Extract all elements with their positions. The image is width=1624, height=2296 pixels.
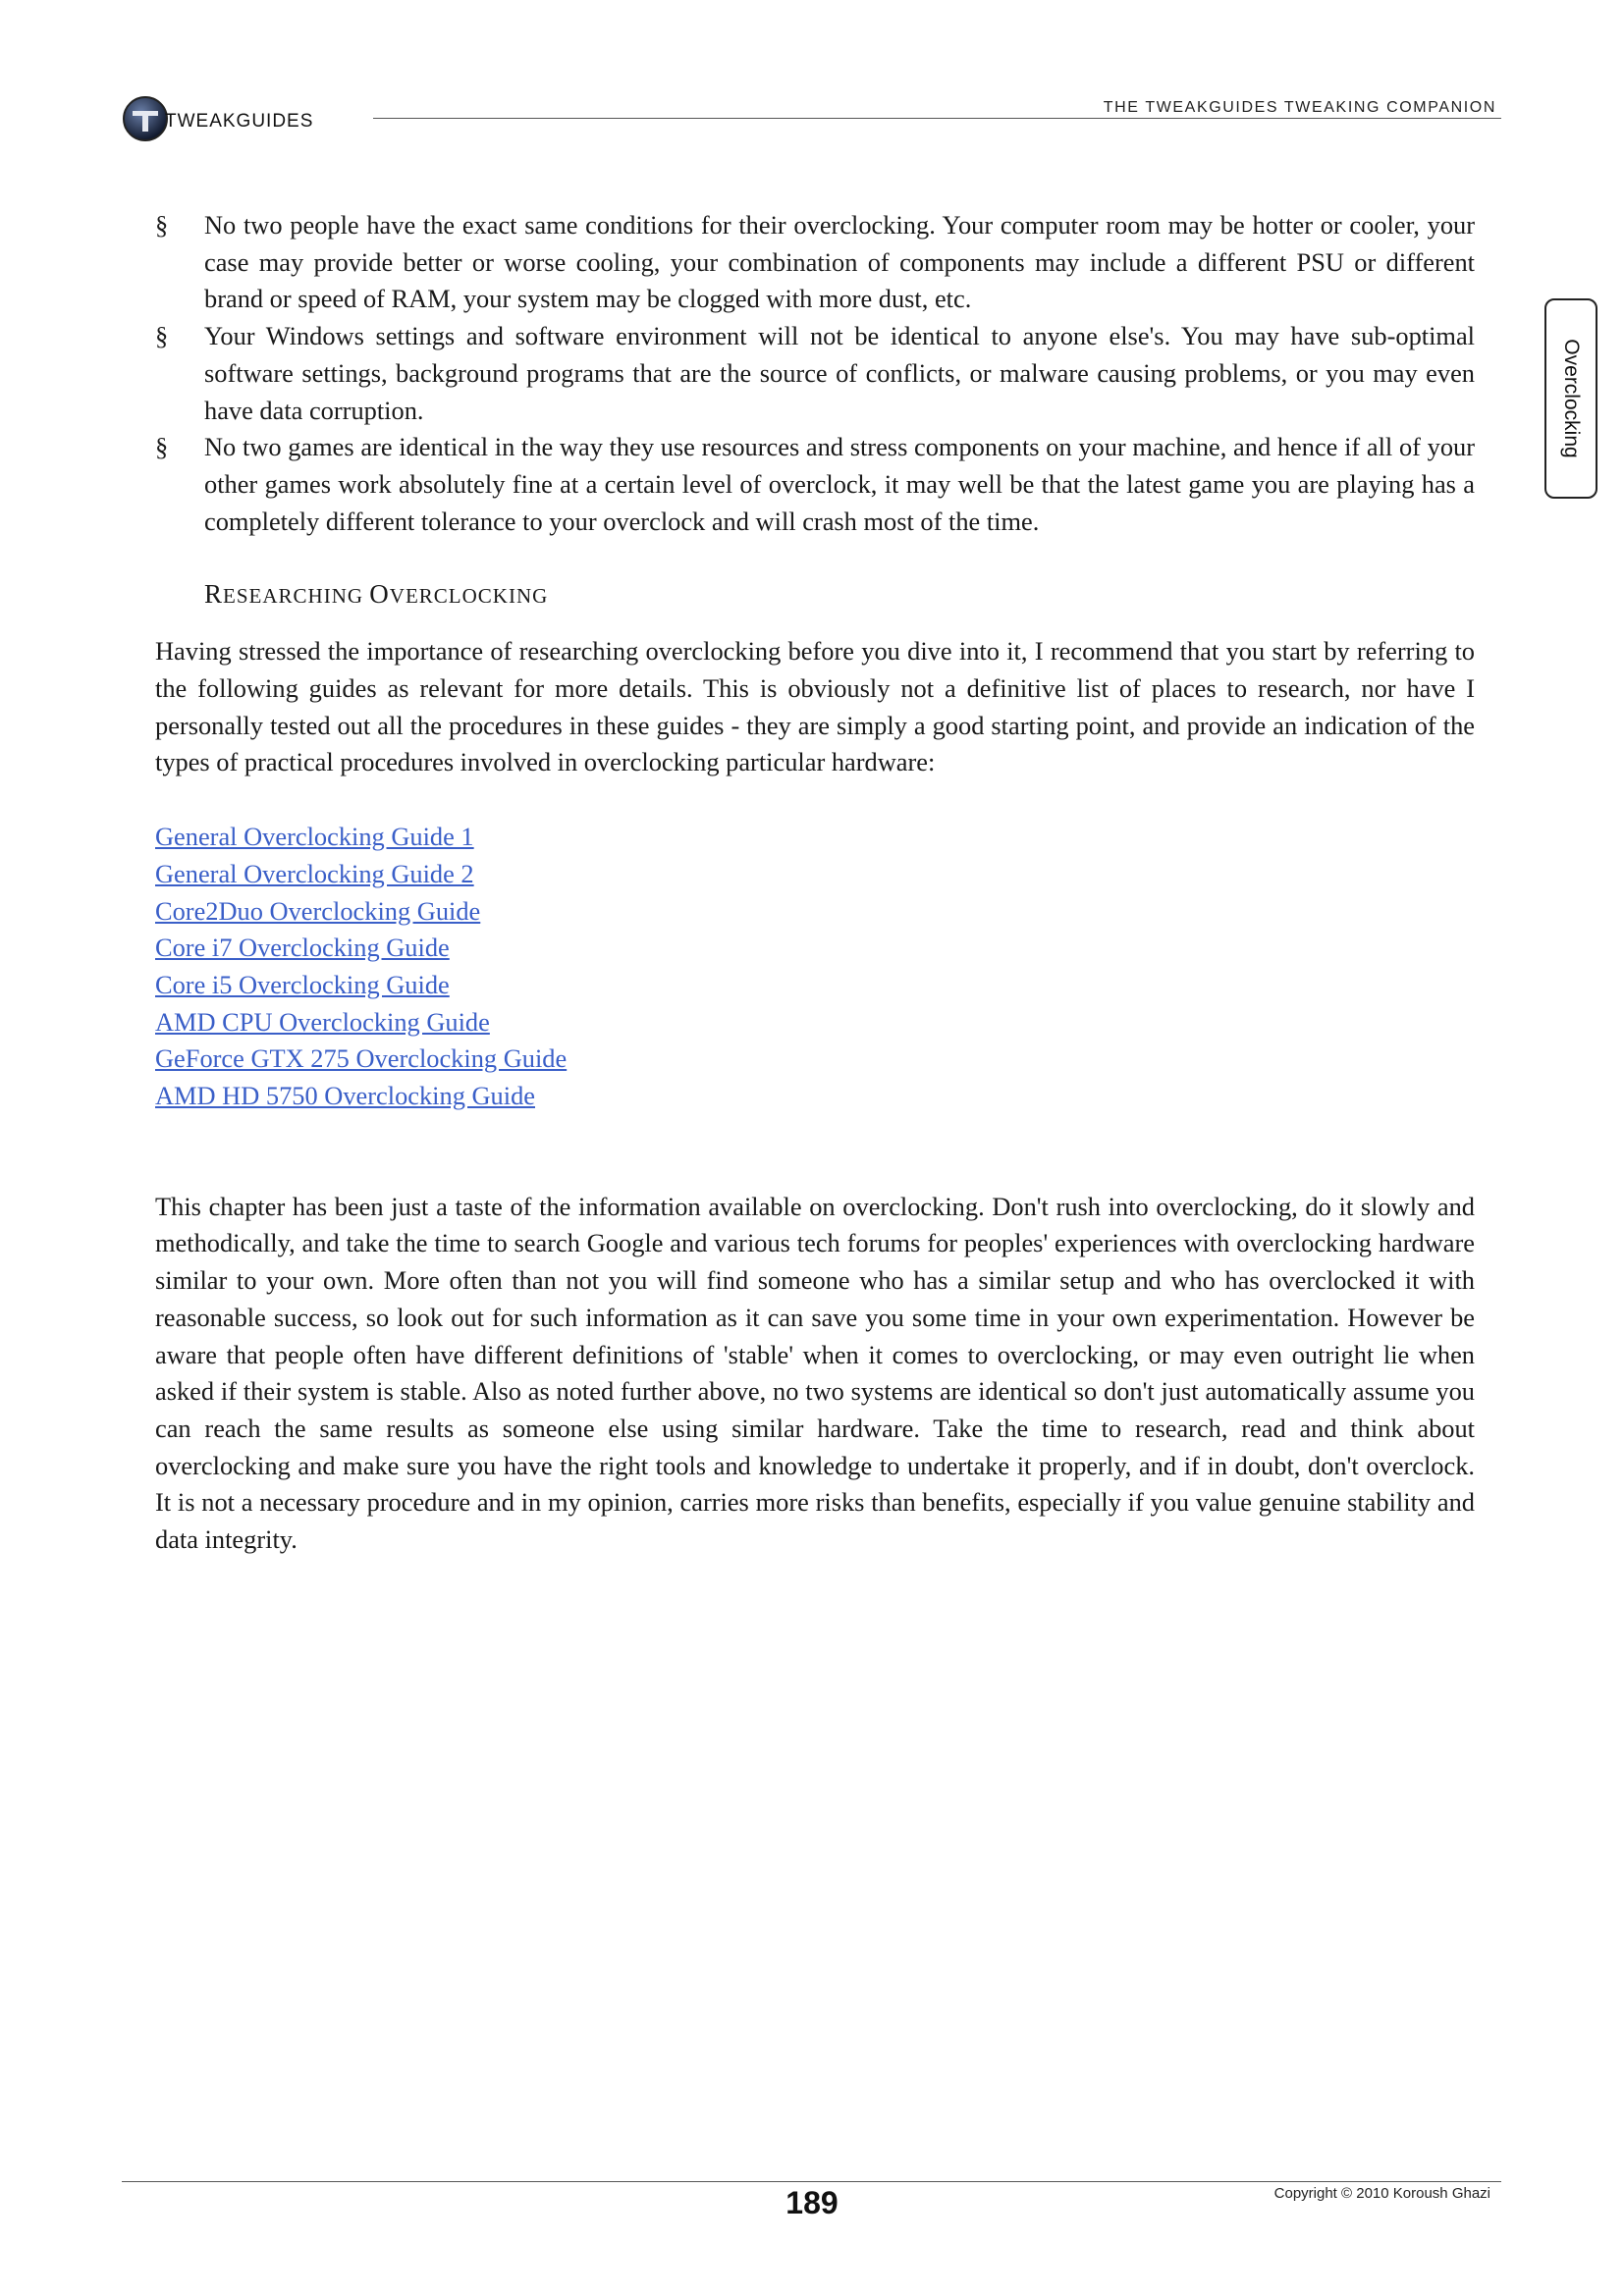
guide-link[interactable]: AMD CPU Overclocking Guide bbox=[155, 1006, 490, 1037]
guide-link-item bbox=[155, 819, 1475, 856]
section-sign-icon: § bbox=[155, 432, 169, 462]
header-title: THE TWEAKGUIDES TWEAKING COMPANION bbox=[1103, 99, 1496, 116]
guide-link[interactable]: General Overclocking Guide 2 bbox=[155, 858, 474, 888]
chapter-side-tab-label: Overclocking bbox=[1560, 339, 1583, 458]
chapter-side-tab bbox=[1544, 298, 1597, 499]
guide-link[interactable]: Core i5 Overclocking Guide bbox=[155, 969, 450, 999]
logo-text: TWEAKGUIDES bbox=[165, 111, 314, 132]
guide-link-item bbox=[155, 930, 1475, 967]
bullet-item bbox=[155, 429, 1475, 540]
page-content bbox=[155, 207, 1475, 1559]
bullet-text: Your Windows settings and software environment will not be identical to anyone else's. You may have sub-optimal software settings, background programs that are the source of conflicts, or malware causing problems, or you may even have data corruption. bbox=[204, 321, 1475, 425]
guide-link-item bbox=[155, 893, 1475, 931]
guide-link-list bbox=[155, 819, 1475, 1115]
tweakguides-logo bbox=[122, 94, 357, 143]
header-rule bbox=[373, 118, 1501, 119]
guide-link[interactable]: GeForce GTX 275 Overclocking Guide bbox=[155, 1043, 568, 1074]
intro-paragraph: Having stressed the importance of researching overclocking before you dive into it, I recommend that you start by referring to the following guides as relevant for more details. This is obviously not a definitive list of places to research, nor have I personally tested out all the procedures in these guides - they are simply a good starting point, and provide an indication of the types of practical procedures involved in overclocking particular hardware: bbox=[155, 636, 1475, 777]
bullet-item bbox=[155, 318, 1475, 429]
bullet-item bbox=[155, 207, 1475, 318]
section-heading: RESEARCHING OVERCLOCKING bbox=[204, 579, 549, 610]
guide-link-item bbox=[155, 1078, 1475, 1115]
bullet-list bbox=[155, 207, 1475, 540]
footer-rule bbox=[122, 2181, 1501, 2182]
guide-link[interactable]: Core i7 Overclocking Guide bbox=[155, 933, 450, 963]
bullet-text: No two people have the exact same conditions for their overclocking. Your computer room may be hotter or cooler, your case may provide better or worse cooling, your combination of components may include a different PSU or different brand or speed of RAM, your system may be clogged with more dust, etc. bbox=[204, 210, 1475, 314]
bullet-text: No two games are identical in the way they use resources and stress components on your machine, and hence if all of your other games work absolutely fine at a certain level of overclock, it may well be that the latest game you are playing has a completely different tolerance to your overclock and will crash most of the time. bbox=[204, 432, 1475, 536]
guide-link-item bbox=[155, 1041, 1475, 1078]
guide-link-item bbox=[155, 1004, 1475, 1041]
guide-link[interactable]: Core2Duo Overclocking Guide bbox=[155, 895, 481, 926]
section-sign-icon: § bbox=[155, 210, 169, 240]
guide-link-item bbox=[155, 967, 1475, 1004]
section-sign-icon: § bbox=[155, 321, 169, 351]
conclusion-paragraph: This chapter has been just a taste of the information available on overclocking. Don't rush into overclocking, do it slowly and methodically, and take the time to search Google and various tech forums for peoples' experiences with overclocking hardware similar to your own. More often than not you will find someone who has a similar setup and who has overclocked it with reasonable success, so look out for such information as it can save you some time in your own experimentation. However be aware that people often have different definitions of 'stable' when it comes to overclocking, or may even outright lie when asked if their system is stable. Also as noted further above, no two systems are identical so don't just automatically assume you can reach the same results as someone else using similar hardware. Take the time to research, read and think about overclocking and make sure you have the right tools and knowledge to undertake it properly, and if in doubt, don't overclock. It is not a necessary procedure and in my opinion, carries more risks than benefits, especially if you value genuine stability and data integrity. bbox=[155, 1191, 1475, 1555]
guide-link[interactable]: General Overclocking Guide 1 bbox=[155, 822, 474, 852]
guide-link-item bbox=[155, 856, 1475, 893]
page-number: 189 bbox=[785, 2185, 839, 2220]
guide-link[interactable]: AMD HD 5750 Overclocking Guide bbox=[155, 1081, 535, 1111]
copyright-notice: Copyright © 2010 Koroush Ghazi bbox=[1273, 2185, 1490, 2202]
